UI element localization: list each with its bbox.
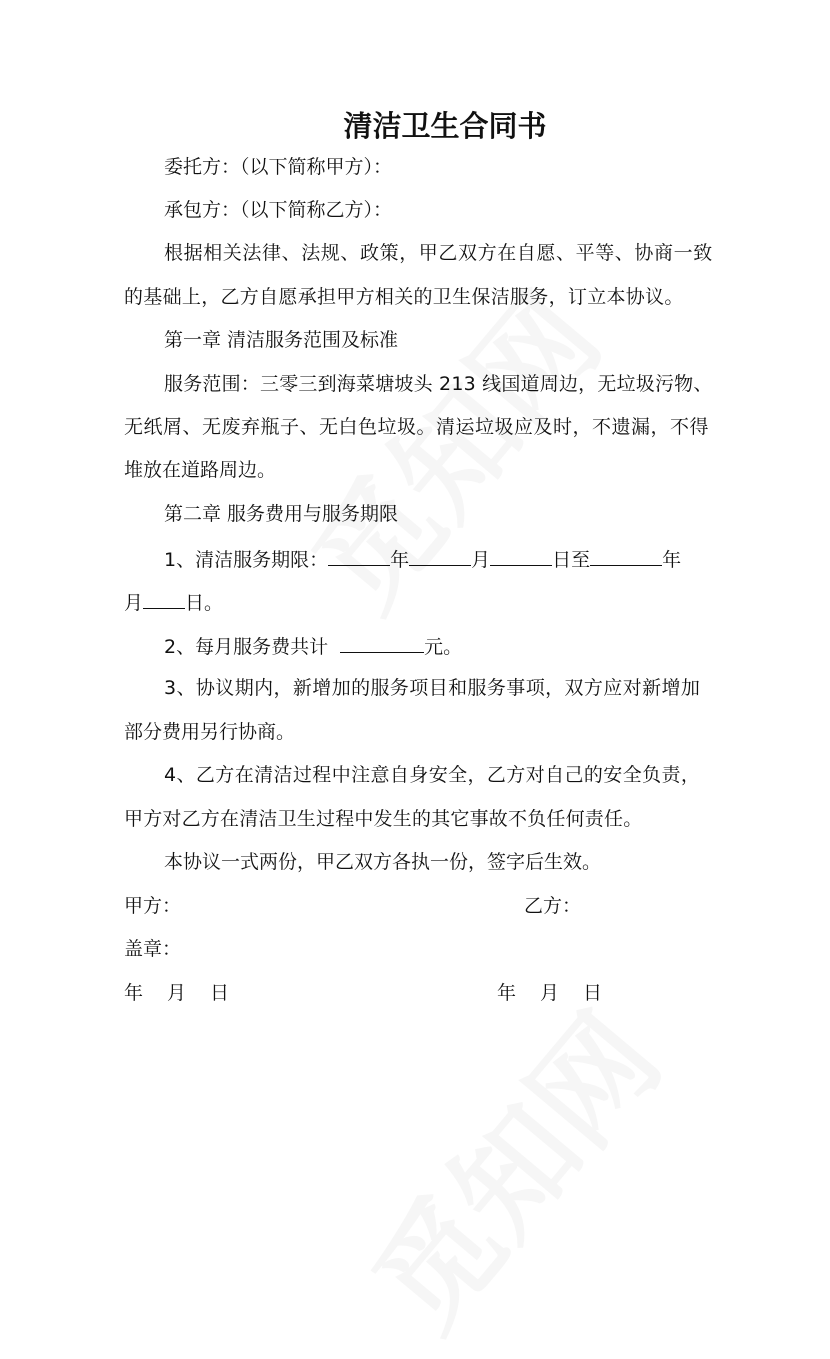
day-label: 日: [210, 982, 230, 1004]
party-a-label: 甲方：: [124, 895, 182, 917]
seal-label: 盖章：: [124, 938, 182, 960]
chapter-1-heading: 第一章 清洁服务范围及标准: [164, 329, 399, 351]
party-b-label: 乙方：: [524, 895, 582, 917]
year-label: 年: [662, 549, 682, 571]
month-label: 月: [471, 549, 491, 571]
party-b-date: [497, 980, 602, 1006]
month-label: 月: [540, 982, 560, 1004]
start-year-blank[interactable]: [328, 545, 390, 566]
intro-paragraph: 的基础上，乙方自愿承担甲方相关的卫生保洁服务，订立本协议。: [124, 286, 684, 308]
fee-blank[interactable]: [340, 632, 424, 653]
month-label: 月: [167, 982, 187, 1004]
watermark: [268, 253, 631, 639]
fee-label: 2、每月服务费共计: [164, 636, 335, 658]
year-label: 年: [124, 982, 144, 1004]
watermark: [328, 973, 691, 1359]
month-label: 月: [124, 592, 144, 614]
end-day-blank[interactable]: [143, 588, 185, 609]
year-label: 年: [390, 549, 410, 571]
fee-unit: 元。: [424, 636, 463, 658]
term-label: 1、清洁服务期限：: [164, 549, 329, 571]
item-3: 部分费用另行协商。: [124, 721, 296, 743]
scope-paragraph: 堆放在道路周边。: [124, 459, 277, 481]
intro-paragraph: 根据相关法律、法规、政策，甲乙双方在自愿、平等、协商一致: [164, 242, 713, 264]
day-end-label: 日。: [185, 592, 224, 614]
document-title: 清洁卫生合同书: [343, 109, 547, 143]
start-day-blank[interactable]: [490, 545, 552, 566]
year-label: 年: [497, 982, 517, 1004]
scope-paragraph: 服务范围：三零三到海菜塘坡头 213 线国道周边，无垃圾污物、: [164, 373, 713, 395]
item-4: 甲方对乙方在清洁卫生过程中发生的其它事故不负任何责任。: [124, 808, 643, 830]
contractor-line: 承包方：（以下简称乙方）：: [164, 199, 393, 221]
start-month-blank[interactable]: [409, 545, 471, 566]
item-3: 3、协议期内，新增加的服务项目和服务事项，双方应对新增加: [164, 677, 701, 699]
party-a-date: [124, 980, 229, 1006]
term-line: [164, 545, 681, 573]
scope-paragraph: 无纸屑、无废弃瓶子、无白色垃圾。清运垃圾应及时，不遗漏，不得: [124, 416, 710, 438]
day-label: 日: [583, 982, 603, 1004]
closing-line: 本协议一式两份，甲乙双方各执一份，签字后生效。: [164, 851, 602, 873]
client-line: 委托方：（以下简称甲方）：: [164, 156, 393, 178]
item-4: 4、乙方在清洁过程中注意自身安全，乙方对自己的安全负责，: [164, 764, 701, 786]
fee-line: [164, 632, 462, 660]
end-year-blank[interactable]: [590, 545, 662, 566]
chapter-2-heading: 第二章 服务费用与服务期限: [164, 503, 399, 525]
term-line-end: [124, 588, 223, 616]
day-to-label: 日至: [552, 549, 591, 571]
